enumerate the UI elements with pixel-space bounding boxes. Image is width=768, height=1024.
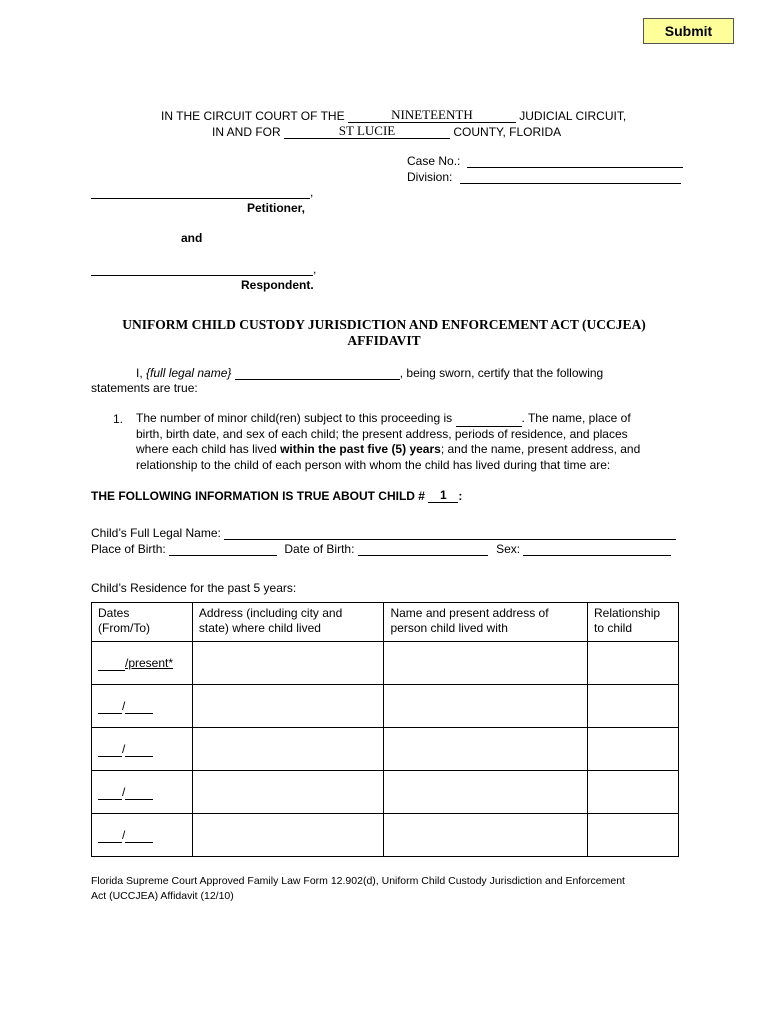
item-1-line-4: relationship to the child of each person with whom the child has lived during that time are: <box>136 457 611 472</box>
table-row <box>92 642 679 685</box>
column-header-relationship: Relationship to child <box>588 603 679 642</box>
table-row <box>92 728 679 771</box>
person-cell[interactable] <box>384 685 588 728</box>
column-header-dates: Dates (From/To) <box>92 603 193 642</box>
child-full-name-field[interactable] <box>224 527 676 540</box>
petitioner-comma: , <box>310 185 314 199</box>
court-line-1-prefix: IN THE CIRCUIT COURT OF THE <box>161 109 345 123</box>
item-1-line-3a: where each child has lived <box>136 442 277 456</box>
child-number-field[interactable]: 1 <box>428 488 458 503</box>
date-separator: / <box>122 699 126 713</box>
child-full-name-row <box>91 526 676 540</box>
person-cell[interactable] <box>384 642 588 685</box>
address-cell[interactable] <box>192 685 384 728</box>
from-date-field[interactable] <box>98 788 122 800</box>
and-label: and <box>181 231 203 245</box>
division-field[interactable] <box>460 170 681 184</box>
residence-table <box>91 602 679 857</box>
case-number-field[interactable] <box>467 154 683 168</box>
address-cell[interactable] <box>192 814 384 857</box>
from-date-field[interactable] <box>98 745 122 757</box>
child-birth-row <box>91 542 671 556</box>
child-full-name-label: Child’s Full Legal Name: <box>91 526 221 540</box>
case-number-row <box>407 154 683 168</box>
sex-label: Sex: <box>496 542 521 556</box>
table-row <box>92 814 679 857</box>
court-line-2 <box>212 124 561 139</box>
relationship-cell[interactable] <box>588 814 679 857</box>
division-row <box>407 170 681 184</box>
court-line-1-suffix: JUDICIAL CIRCUIT, <box>519 109 627 123</box>
item-1-line-3b: ; and the name, present address, and <box>440 442 641 456</box>
county-field[interactable]: ST LUCIE <box>284 124 450 139</box>
respondent-name-field[interactable] <box>91 263 313 276</box>
table-row <box>92 771 679 814</box>
relationship-cell[interactable] <box>588 642 679 685</box>
petitioner-name-row <box>91 185 313 199</box>
number-of-children-field[interactable] <box>456 415 522 427</box>
to-date-field[interactable] <box>125 745 153 757</box>
date-separator: / <box>122 828 126 842</box>
dates-cell[interactable] <box>92 771 193 814</box>
child-info-colon: : <box>458 489 463 503</box>
submit-button[interactable]: Submit <box>643 18 734 44</box>
child-info-heading <box>91 488 462 503</box>
person-cell[interactable] <box>384 771 588 814</box>
to-date-field[interactable] <box>125 788 153 800</box>
form-title-line-1: UNIFORM CHILD CUSTODY JURISDICTION AND ENFORCEMENT ACT (UCCJEA) <box>122 317 646 332</box>
affiant-prefix: I, <box>136 366 143 380</box>
judicial-circuit-field[interactable]: NINETEENTH <box>348 108 516 123</box>
to-date-field[interactable] <box>125 702 153 714</box>
affiant-suffix: , being sworn, certify that the following <box>399 366 604 380</box>
child-info-heading-text: THE FOLLOWING INFORMATION IS TRUE ABOUT CHILD # <box>91 489 425 503</box>
residence-heading: Child’s Residence for the past 5 years: <box>91 581 297 595</box>
column-header-person: Name and present address of person child lived with <box>384 603 588 642</box>
petitioner-label: Petitioner, <box>247 201 306 215</box>
affiant-statement-line-2: statements are true: <box>91 381 198 395</box>
column-header-address: Address (including city and state) where child lived <box>192 603 384 642</box>
court-line-1 <box>161 108 626 123</box>
table-header-row <box>92 603 679 642</box>
address-cell[interactable] <box>192 728 384 771</box>
address-cell[interactable] <box>192 771 384 814</box>
table-row <box>92 685 679 728</box>
place-of-birth-label: Place of Birth: <box>91 542 166 556</box>
affiant-statement <box>136 366 603 380</box>
date-of-birth-field[interactable] <box>358 543 488 556</box>
from-date-field[interactable] <box>98 702 122 714</box>
item-1-text-b: . The name, place of <box>521 411 631 425</box>
sex-field[interactable] <box>523 543 671 556</box>
respondent-name-row <box>91 262 316 276</box>
division-label: Division: <box>407 170 453 184</box>
dates-cell[interactable] <box>92 814 193 857</box>
footer-line-2: Act (UCCJEA) Affidavit (12/10) <box>91 890 234 902</box>
relationship-cell[interactable] <box>588 728 679 771</box>
form-title-line-2: AFFIDAVIT <box>347 333 421 348</box>
person-cell[interactable] <box>384 728 588 771</box>
item-1-line-2: birth, birth date, and sex of each child; the present address, periods of residence, and places <box>136 426 628 441</box>
relationship-cell[interactable] <box>588 771 679 814</box>
item-number: 1. <box>113 412 124 426</box>
date-separator: / <box>122 785 126 799</box>
footer-line-1: Florida Supreme Court Approved Family Law Form 12.902(d), Uniform Child Custody Jurisdiction and Enforcement <box>91 875 625 887</box>
respondent-label: Respondent. <box>241 278 314 292</box>
affiant-name-field[interactable] <box>235 367 400 380</box>
dates-cell[interactable] <box>92 642 193 685</box>
from-date-field[interactable] <box>98 831 122 843</box>
dates-cell[interactable] <box>92 728 193 771</box>
dates-cell[interactable] <box>92 685 193 728</box>
item-1-paragraph <box>136 411 681 473</box>
person-cell[interactable] <box>384 814 588 857</box>
court-line-2-prefix: IN AND FOR <box>212 125 281 139</box>
to-date-field[interactable] <box>125 831 153 843</box>
date-separator: / <box>122 742 126 756</box>
form-footer <box>91 874 691 904</box>
item-1-bold-text: within the past five (5) years <box>280 442 441 456</box>
petitioner-name-field[interactable] <box>91 186 310 199</box>
place-of-birth-field[interactable] <box>169 543 277 556</box>
full-legal-name-hint: {full legal name} <box>146 366 232 380</box>
date-of-birth-label: Date of Birth: <box>284 542 355 556</box>
from-date-field[interactable] <box>98 659 125 671</box>
respondent-comma: , <box>313 262 317 276</box>
case-number-label: Case No.: <box>407 154 461 168</box>
address-cell[interactable] <box>192 642 384 685</box>
relationship-cell[interactable] <box>588 685 679 728</box>
item-1-text-a: The number of minor child(ren) subject to this proceeding is <box>136 411 453 425</box>
present-label: /present* <box>125 656 174 670</box>
court-line-2-suffix: COUNTY, FLORIDA <box>453 125 562 139</box>
